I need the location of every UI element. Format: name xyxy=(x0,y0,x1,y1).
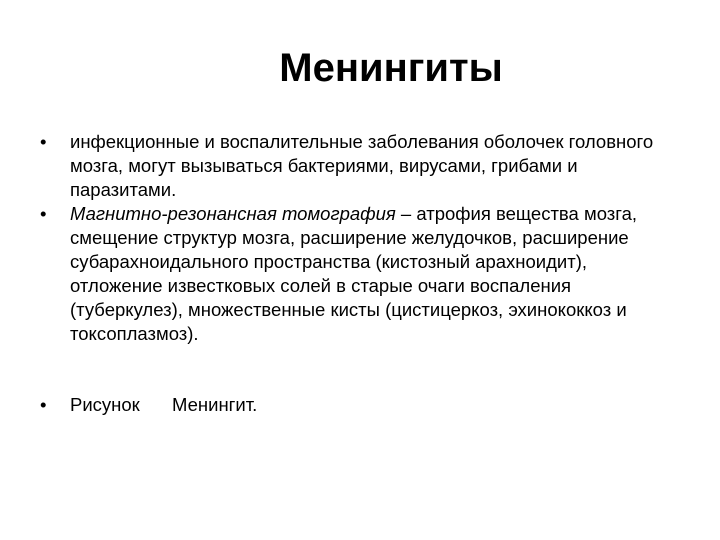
bullet-icon: • xyxy=(40,131,47,152)
mri-term: Магнитно-резонансная томография xyxy=(70,203,396,224)
bullet-item-definition xyxy=(36,130,684,202)
bullet-text: инфекционные и воспалительные заболевания оболочек головного мозга, могут вызываться бактериями, вирусами, грибами и паразитами. xyxy=(70,131,654,200)
bullet-icon: • xyxy=(40,203,47,224)
bullet-item-mri xyxy=(36,202,684,346)
bullet-icon: • xyxy=(40,394,47,415)
bullet-item-figure xyxy=(36,393,684,417)
bullet-list xyxy=(36,130,684,417)
bullet-text: – атрофия вещества мозга, смещение структур мозга, расширение желудочков, расширение субарахноидального пространства (кистозный арахноидит), отложение известковых солей в старые очаги воспаления (туберкулез), множественные кисты (цистицеркоз, эхинококкоз и токсоплазмоз). xyxy=(70,203,638,344)
figure-label: Рисунок xyxy=(70,394,140,415)
slide-title: Менингиты xyxy=(279,46,503,90)
figure-caption: Менингит. xyxy=(172,394,258,415)
